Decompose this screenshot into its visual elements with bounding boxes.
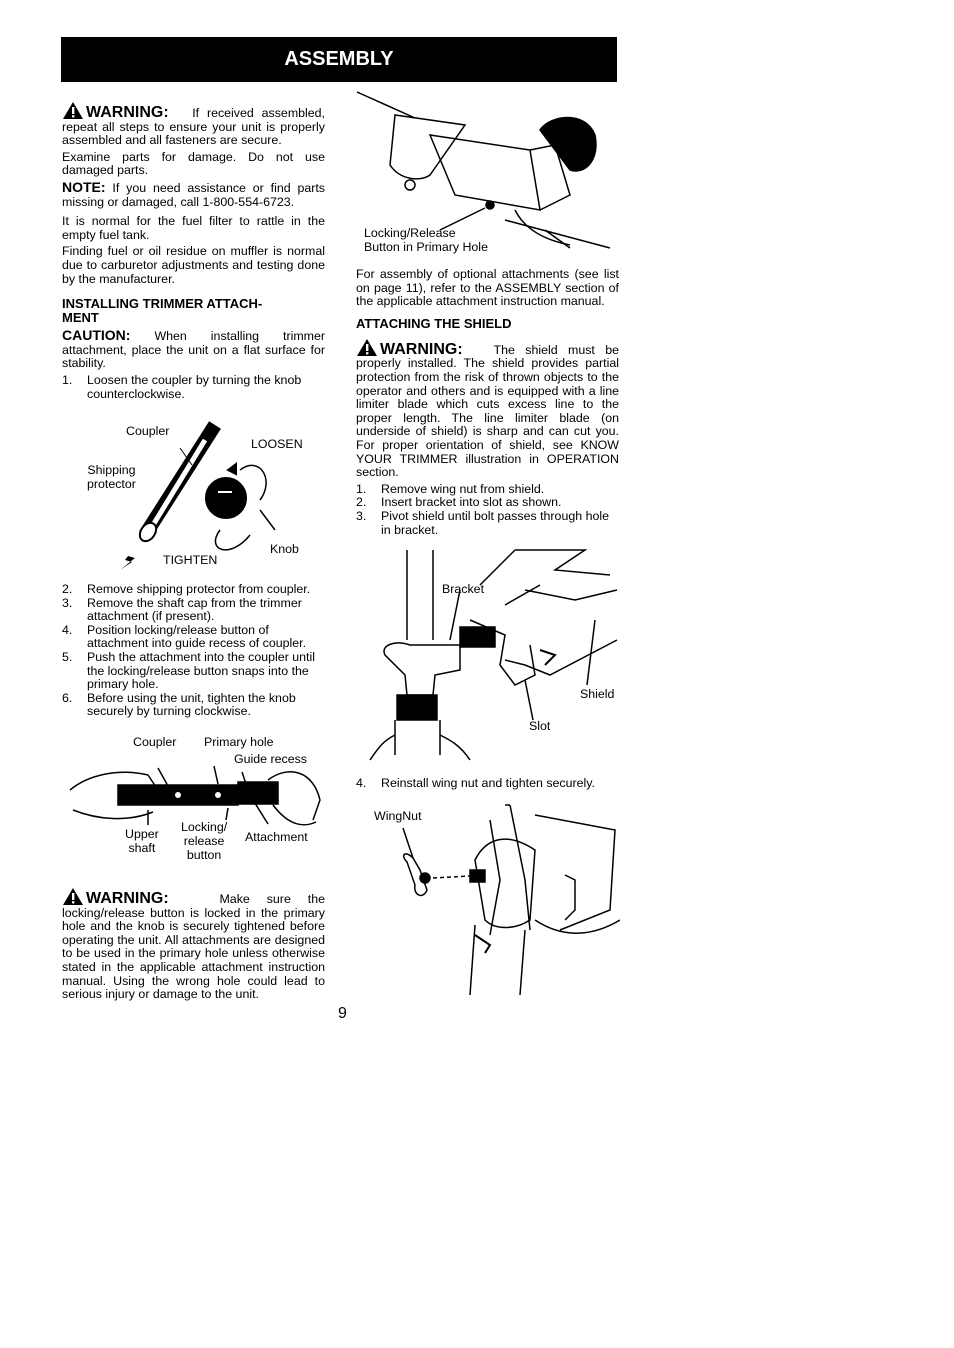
step-text: Before using the unit, tighten the knob securely by turning clockwise.: [87, 690, 296, 719]
fig3-label-locking-release: [364, 226, 488, 254]
list-item: [356, 483, 619, 497]
step-text: Reinstall wing nut and tighten securely.: [381, 776, 595, 790]
step-text: Insert bracket into slot as shown.: [381, 495, 562, 510]
step-text: Remove the shaft cap from the trimmer attachment (if present).: [87, 595, 302, 624]
warning-title: WARNING:: [380, 340, 463, 358]
step-list-1: [62, 374, 325, 401]
warning-triangle-icon: [62, 887, 84, 906]
warning-text: Make sure the locking/release button is locked in the primary hole and the knob is securely tightened before operating the unit. All attachments are designed to be used in the primary hole unless otherwise stated in the applicable attachment instruction manual. Using the wrong hole could lead to serious injury or damage to the unit.: [62, 892, 325, 1002]
caution-paragraph: [62, 329, 325, 371]
fig5-label-wingnut: WingNut: [374, 809, 422, 823]
step-number: 3.: [62, 595, 73, 610]
step-text: Pivot shield until bolt passes through hole in bracket.: [381, 508, 609, 537]
list-item: [62, 374, 325, 401]
heading-line-1: INSTALLING TRIMMER ATTACH-: [62, 296, 263, 312]
step-text: Remove wing nut from shield.: [381, 481, 545, 496]
list-item: [62, 583, 325, 597]
right-step-4: [356, 777, 619, 791]
examine-text: Examine parts for damage. Do not use damaged parts.: [62, 149, 325, 178]
heading-line-2: MENT: [62, 310, 99, 326]
label-line: Upper: [125, 827, 159, 841]
label-line: Locking/Release: [364, 226, 456, 240]
warning-title: WARNING:: [86, 890, 169, 907]
fig4-label-bracket: Bracket: [442, 582, 485, 596]
shield-bracket-figure: [365, 545, 620, 765]
step-list-3: [356, 483, 619, 537]
step-list-4: [356, 777, 619, 791]
list-item: [356, 777, 619, 791]
step-number: 3.: [356, 508, 367, 523]
fig2-label-coupler: Coupler: [133, 735, 177, 749]
label-line: protector: [87, 477, 136, 491]
caution-title: CAUTION:: [62, 327, 131, 344]
step-text: Position locking/release button of attachment into guide recess of coupler.: [87, 622, 307, 651]
step-number: 1.: [62, 372, 73, 387]
fig2-label-locking-release-button: [181, 820, 227, 862]
warning-title: WARNING:: [86, 104, 169, 121]
label-line: Locking/: [181, 820, 228, 834]
left-warning-2: [62, 887, 325, 1005]
list-item: [62, 597, 325, 624]
warning-3: [356, 338, 619, 480]
page-number: 9: [338, 1005, 347, 1022]
caution-text: When installing trimmer attachment, place the unit on a flat surface for stability.: [62, 329, 325, 371]
page-title: ASSEMBLY: [284, 48, 394, 70]
note-paragraph: [62, 178, 325, 209]
note-text: If you need assistance or find parts missing or damaged, call 1-800-554-6723.: [62, 180, 325, 209]
warning-1: [62, 101, 325, 148]
fig1-label-loosen: LOOSEN: [251, 437, 303, 451]
fig4-label-shield: Shield: [580, 687, 615, 701]
warning-2: [62, 887, 325, 1002]
left-steps: [62, 583, 325, 719]
right-column: [356, 268, 619, 537]
fig2-label-primary-hole: Primary hole: [204, 735, 274, 749]
step-number: 1.: [356, 481, 367, 496]
step-number: 4.: [356, 776, 367, 790]
warning-text: The shield must be properly installed. The shield provides partial protection from the risk of thrown objects to the operator and others and is equipped with a line limiter blade which cuts excess line to the proper length. The line limiter blade (on underside of shield) is sharp and can cut you. For proper orientation of shield, see KNOW YOUR TRIMMER illustration in OPERATION section.: [356, 342, 620, 480]
list-item: [356, 510, 619, 537]
step-number: 5.: [62, 649, 73, 664]
left-column: [62, 101, 325, 401]
step-number: 2.: [62, 582, 73, 596]
step-text: Push the attachment into the coupler until the locking/release button snaps into the primary hole.: [87, 649, 315, 692]
label-line: Button in Primary Hole: [364, 240, 488, 254]
step-number: 6.: [62, 690, 73, 705]
fig2-label-guide-recess: Guide recess: [234, 752, 308, 766]
fig2-label-attachment: Attachment: [245, 830, 308, 844]
fuel-residue-text: Finding fuel or oil residue on muffler is normal due to carburetor adjustments and testing done by the manufacturer.: [62, 244, 325, 286]
optional-attachments-text: For assembly of optional attachments (see list on page 11), refer to the ASSEMBLY section of the applicable attachment instruction manual.: [356, 267, 619, 309]
list-item: [62, 624, 325, 651]
fig1-label-knob: Knob: [270, 542, 299, 556]
label-line: button: [186, 848, 222, 862]
step-text: Loosen the coupler by turning the knob counterclockwise.: [87, 372, 302, 401]
list-item: [356, 496, 619, 510]
warning-triangle-icon: [356, 338, 378, 357]
warning-text: If received assembled, repeat all steps to ensure your unit is properly assembled and all fasteners are secure.: [62, 106, 326, 148]
fig1-label-coupler: Coupler: [126, 424, 170, 438]
fuel-filter-text: It is normal for the fuel filter to rattle in the empty fuel tank.: [62, 214, 325, 242]
step-list-2: [62, 583, 325, 719]
note-title: NOTE:: [62, 178, 106, 195]
list-item: [62, 651, 325, 692]
warning-triangle-icon: [62, 101, 84, 120]
fig1-label-shipping-protector: [87, 463, 136, 491]
step-number: 4.: [62, 622, 73, 637]
label-line: release: [183, 834, 225, 848]
label-line: shaft: [128, 841, 156, 855]
step-number: 2.: [356, 495, 367, 510]
page-header: [61, 37, 617, 82]
fig2-label-upper-shaft: [125, 827, 159, 855]
fig4-label-slot: Slot: [529, 719, 551, 733]
list-item: [62, 692, 325, 719]
section-heading-shield: ATTACHING THE SHIELD: [356, 315, 512, 331]
wingnut-figure: [395, 800, 620, 995]
step-text: Remove shipping protector from coupler.: [87, 582, 311, 596]
section-heading-installing: [62, 297, 325, 325]
fig1-label-tighten: TIGHTEN: [163, 553, 218, 567]
label-line: Shipping: [87, 463, 136, 477]
